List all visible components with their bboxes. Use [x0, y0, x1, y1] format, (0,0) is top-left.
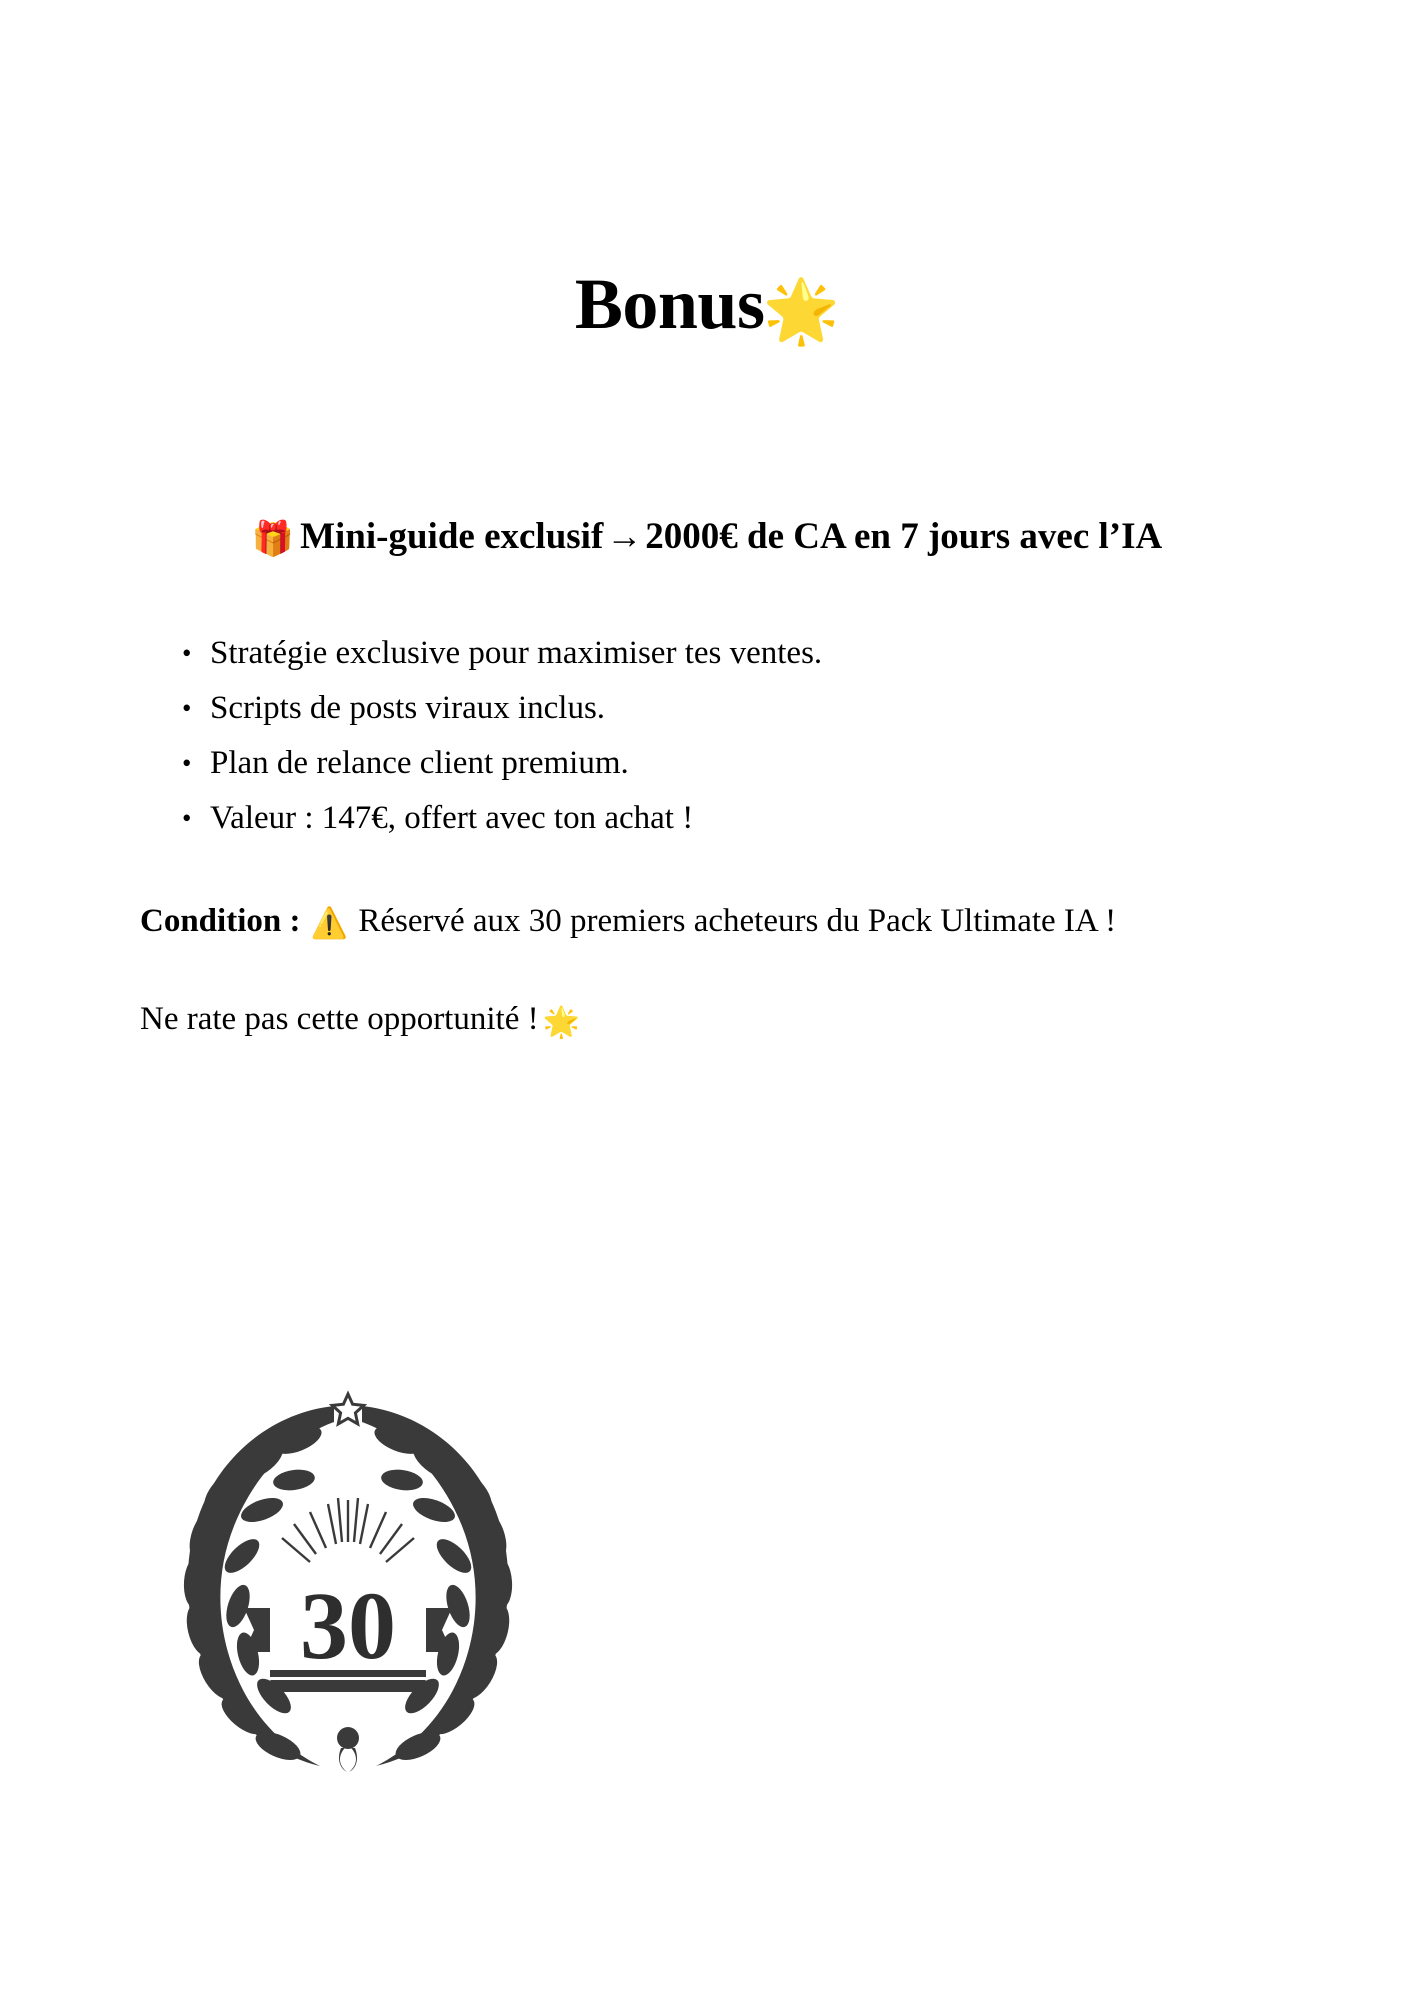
- condition-text: Réservé aux 30 premiers acheteurs du Pack Ultimate IA !: [358, 903, 1117, 940]
- title-block: [0, 264, 1414, 346]
- list-item: • Plan de relance client premium.: [174, 736, 1414, 791]
- headline-after-arrow: 2000€ de CA en 7 jours avec l’IA: [645, 516, 1163, 557]
- gift-icon: 🎁: [251, 521, 295, 558]
- page-title-text: Bonus: [574, 264, 765, 344]
- list-item: • Scripts de posts viraux inclus.: [174, 681, 1414, 736]
- list-item: • Valeur : 147€, offert avec ton achat !: [174, 791, 1414, 846]
- warning-icon: ⚠️: [310, 907, 349, 941]
- star-icon: 🌟: [762, 278, 840, 346]
- laurel-wreath-30-badge: [138, 1370, 558, 1790]
- sparkle-star-icon: 🌟: [542, 1005, 580, 1039]
- arrow-right-icon: →: [606, 516, 643, 556]
- page-title: [574, 264, 840, 346]
- condition-paragraph: [140, 896, 1170, 948]
- list-item: • Stratégie exclusive pour maximiser tes ventes.: [174, 626, 1414, 681]
- headline-before-arrow: Mini-guide exclusif: [300, 516, 604, 557]
- benefits-list: [0, 626, 1414, 846]
- closing-text: Ne rate pas cette opportunité !: [140, 1000, 539, 1037]
- condition-label: Condition :: [140, 903, 301, 940]
- closing-paragraph: [140, 994, 1170, 1047]
- headline: [142, 511, 1272, 564]
- badge-number: 30: [300, 1572, 396, 1679]
